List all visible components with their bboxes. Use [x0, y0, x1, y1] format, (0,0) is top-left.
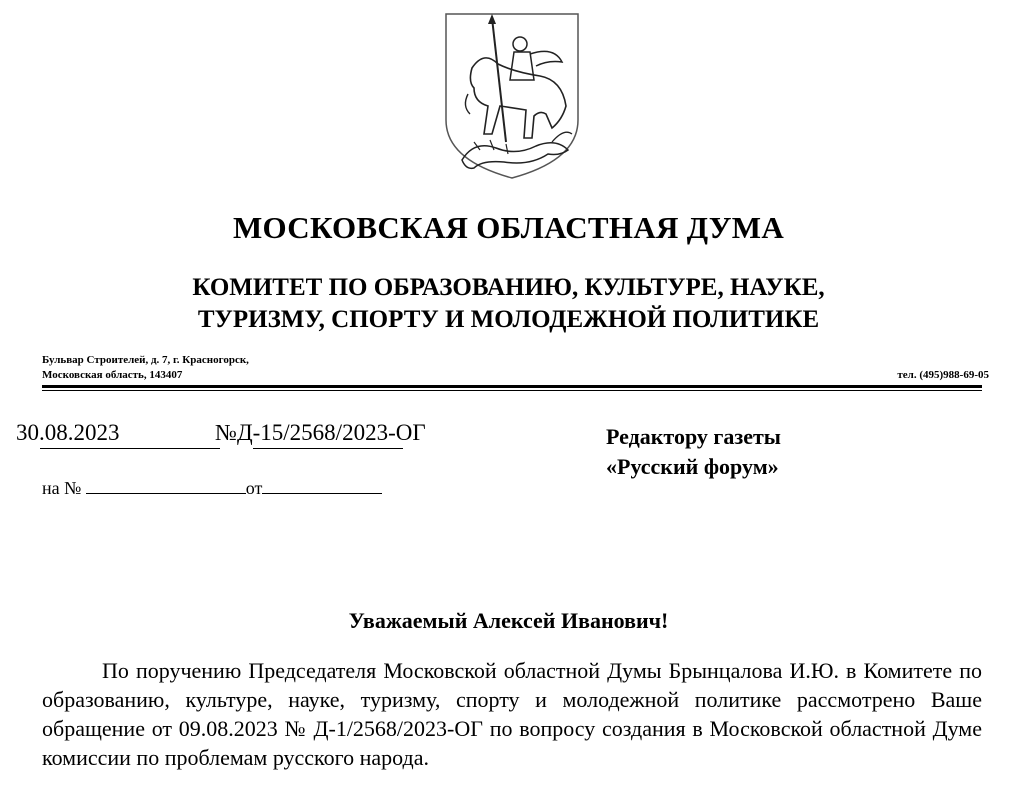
- greeting: Уважаемый Алексей Иванович!: [348, 608, 669, 633]
- committee-title: [0, 272, 1017, 336]
- letter-date: [16, 420, 120, 446]
- address-line-2: Московская область, 143407: [42, 369, 183, 381]
- address-block: [42, 353, 249, 383]
- header-divider-thin: [42, 390, 982, 391]
- coat-of-arms-emblem: [444, 10, 580, 180]
- committee-title-line-2: ТУРИЗМУ, СПОРТУ И МОЛОДЕЖНОЙ ПОЛИТИКЕ: [197, 306, 820, 333]
- recipient-line-1: Редактору газеты: [606, 424, 781, 449]
- reference-line: [42, 478, 382, 499]
- number-underline: [253, 448, 403, 449]
- date-underline: [40, 448, 220, 449]
- phone-number: тел. (495)988-69-05: [897, 369, 989, 381]
- header-divider-thick: [42, 385, 982, 388]
- letter-number: [215, 420, 426, 446]
- recipient-block: [606, 422, 781, 482]
- reference-number-blank: [86, 479, 246, 494]
- organization-title: МОСКОВСКАЯ ОБЛАСТНАЯ ДУМА: [232, 210, 785, 245]
- letter-body: По поручению Председателя Московской областной Думы Брынцалова И.Ю. в Комитете по образованию, культуре, науке, туризму, спорту и молодежной политике рассмотрено Ваше обращение от 09.08.2023 № Д-1/2568/2023-ОГ по вопросу создания в Московской областной Думе комиссии по проблемам русского народа.: [42, 658, 982, 770]
- reference-from-label: от: [245, 478, 263, 498]
- reference-date-blank: [262, 479, 382, 494]
- recipient-line-2: «Русский форум»: [606, 454, 779, 479]
- address-line-1: Бульвар Строителей, д. 7, г. Красногорск,: [42, 354, 249, 366]
- reference-prefix: на №: [42, 478, 82, 498]
- committee-title-line-1: КОМИТЕТ ПО ОБРАЗОВАНИЮ, КУЛЬТУРЕ, НАУКЕ,: [192, 274, 825, 301]
- letter-date-value: 30.08.2023: [16, 420, 120, 445]
- letter-number-value: №Д-15/2568/2023-ОГ: [215, 420, 426, 445]
